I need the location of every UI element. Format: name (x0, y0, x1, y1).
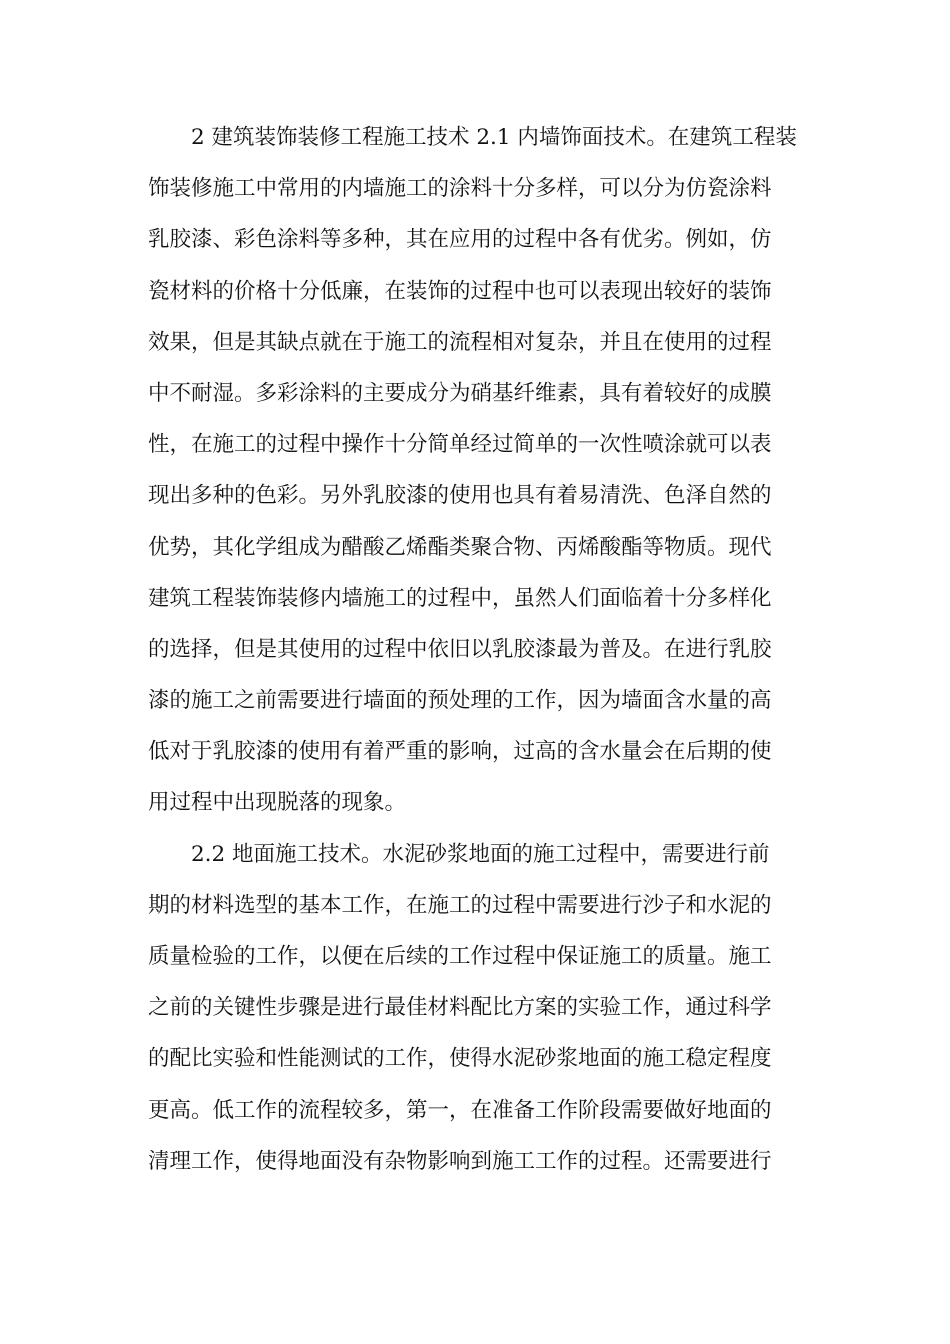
text-line: 中不耐湿。多彩涂料的主要成分为硝基纤维素，具有着较好的成膜 (148, 380, 772, 406)
text-line: 优势，其化学组成为醋酸乙烯酯类聚合物、丙烯酸酯等物质。现代 (148, 534, 772, 560)
text-line: 清理工作，使得地面没有杂物影响到施工工作的过程。还需要进行 (148, 1148, 772, 1174)
text-line: 漆的施工之前需要进行墙面的预处理的工作，因为墙面含水量的高 (148, 688, 772, 714)
text-line: 建筑工程装饰装修内墙施工的过程中，虽然人们面临着十分多样化 (148, 585, 772, 611)
text-line: 更高。低工作的流程较多，第一，在准备工作阶段需要做好地面的 (148, 1097, 772, 1123)
text-line: 的选择，但是其使用的过程中依旧以乳胶漆最为普及。在进行乳胶 (148, 636, 772, 662)
text-line: 2.2 地面施工技术。水泥砂浆地面的施工过程中，需要进行前 (191, 841, 770, 867)
paragraph (148, 112, 808, 829)
text-line: 瓷材料的价格十分低廉，在装饰的过程中也可以表现出较好的装饰 (148, 278, 772, 304)
body-text (148, 112, 808, 1187)
text-line: 之前的关键性步骤是进行最佳材料配比方案的实验工作，通过科学 (148, 995, 772, 1021)
text-line: 效果，但是其缺点就在于施工的流程相对复杂，并且在使用的过程 (148, 329, 772, 355)
text-line: 乳胶漆、彩色涂料等多种，其在应用的过程中各有优劣。例如，仿 (148, 227, 772, 253)
text-line: 饰装修施工中常用的内墙施工的涂料十分多样，可以分为仿瓷涂料 (148, 176, 772, 202)
text-line: 质量检验的工作，以便在后续的工作过程中保证施工的质量。施工 (148, 944, 772, 969)
text-line: 用过程中出现脱落的现象。 (148, 790, 407, 816)
text-line: 现出多种的色彩。另外乳胶漆的使用也具有着易清洗、色泽自然的 (148, 483, 772, 509)
text-line: 2 建筑装饰装修工程施工技术 2.1 内墙饰面技术。在建筑工程装 (191, 125, 797, 150)
text-line: 的配比实验和性能测试的工作，使得水泥砂浆地面的施工稳定程度 (148, 1046, 772, 1072)
text-line: 低对于乳胶漆的使用有着严重的影响，过高的含水量会在后期的使 (148, 739, 772, 765)
text-line: 性，在施工的过程中操作十分简单经过简单的一次性喷涂就可以表 (148, 432, 772, 458)
text-line: 期的材料选型的基本工作，在施工的过程中需要进行沙子和水泥的 (148, 892, 772, 918)
paragraph (148, 829, 808, 1187)
